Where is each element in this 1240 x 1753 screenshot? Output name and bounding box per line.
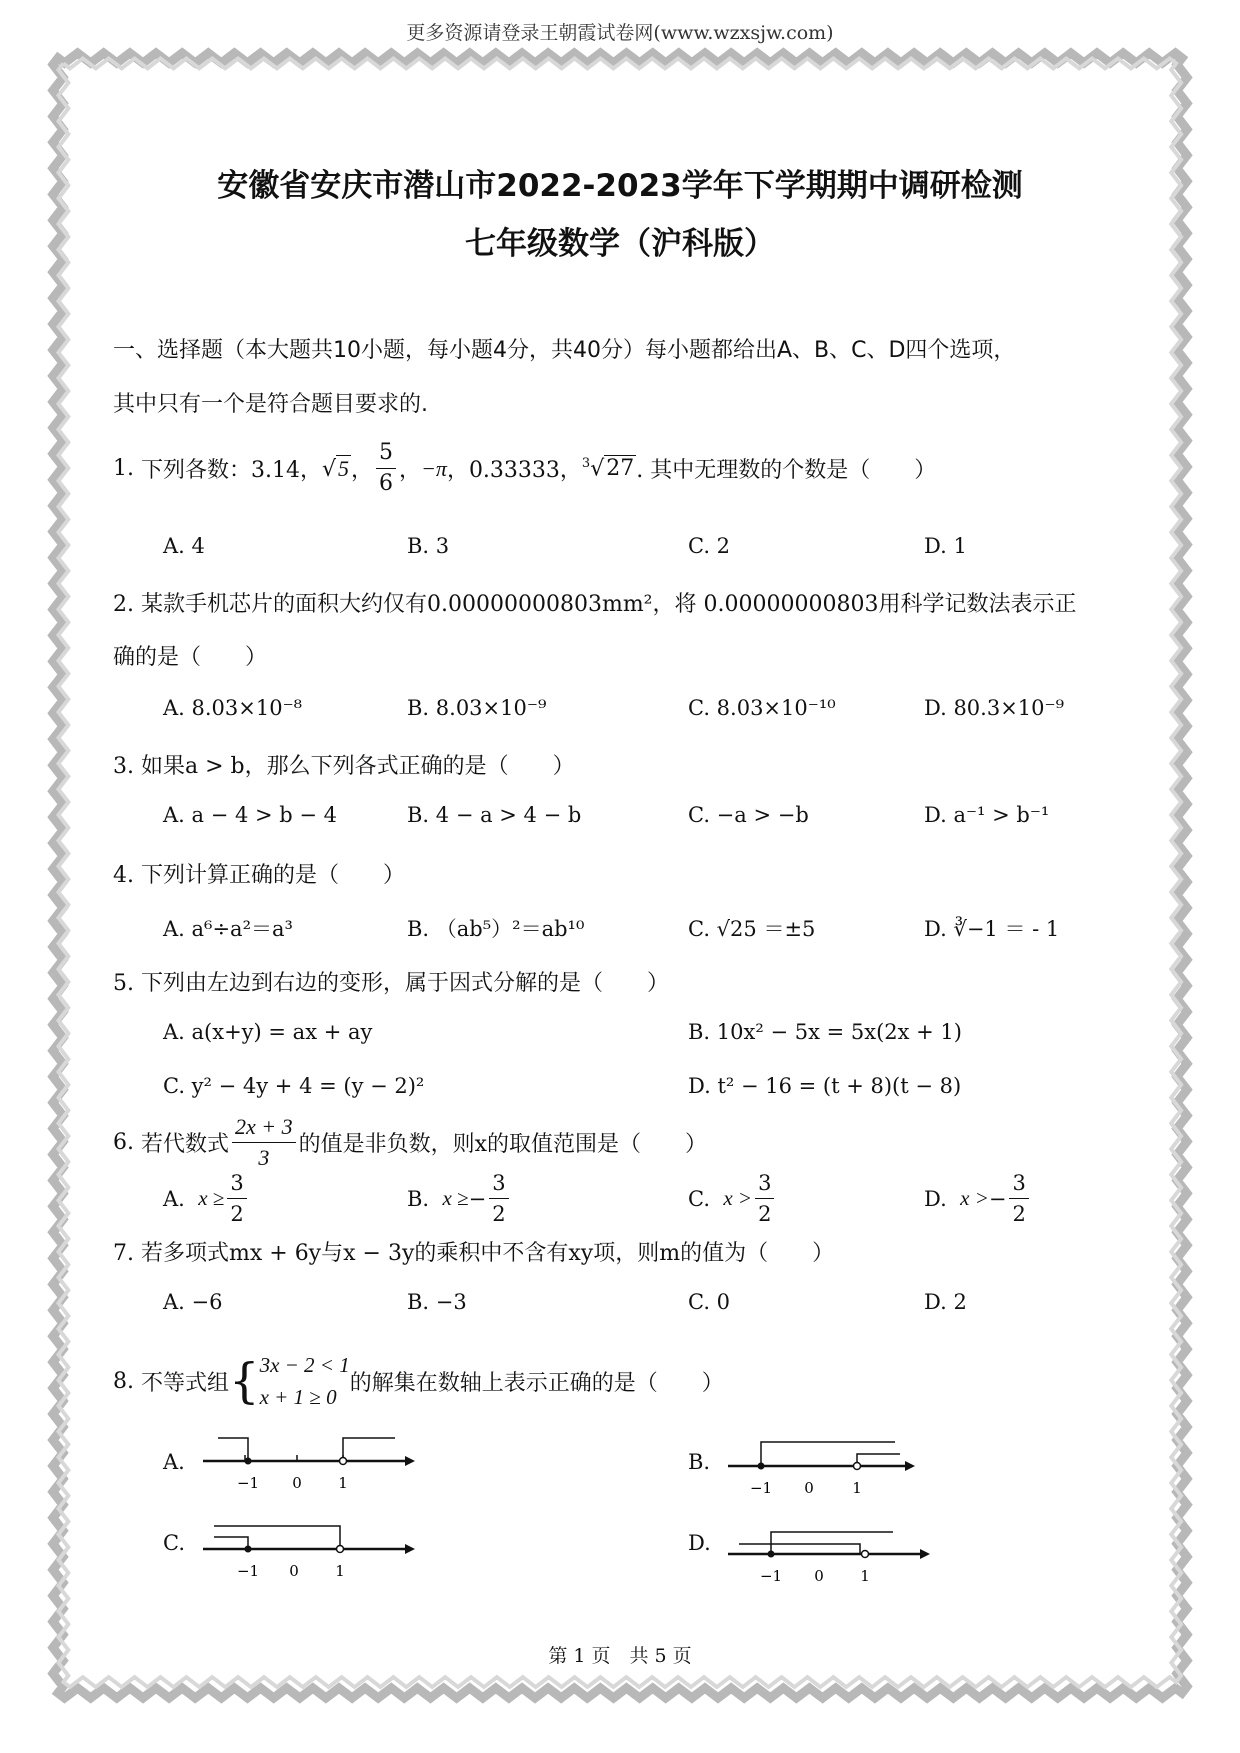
question-number: 1. [113,456,134,481]
q5-option-a[interactable]: A. a(x+y) = ax + ay [163,1020,373,1044]
tick-label: −1 [759,1567,783,1585]
q4-option-c[interactable]: C. √25 ＝±5 [688,917,816,941]
q5-option-d[interactable]: D. t² − 16 = (t + 8)(t − 8) [688,1074,962,1098]
q1-option-b[interactable]: B. 3 [407,534,450,558]
page-footer: 第 1 页 共 5 页 [548,1645,692,1667]
brace: { [229,1353,260,1409]
question-6: 6. 若代数式 $\frac{2x + 3}{3}$ 的值是非负数，则x的取值范围是（ ） [113,1112,707,1173]
question-4: 4. 下列计算正确的是（ ） [113,863,406,888]
number-line-c[interactable] [200,1510,420,1590]
q8-option-d-label[interactable]: D. [688,1531,711,1555]
q3-option-b[interactable]: B. 4 − a > 4 − b [407,803,582,827]
q5-option-c[interactable]: C. y² − 4y + 4 = (y − 2)² [163,1074,425,1098]
tick-label: −1 [749,1479,773,1497]
q2-option-c[interactable]: C. 8.03×10⁻¹⁰ [688,696,836,720]
tick-label: 1 [338,1474,348,1492]
question-8: 8. 不等式组 { 3x − 2 < 1 x + 1 ≥ 0 的解集在数轴上表示正确的是（ ） [113,1349,724,1413]
sqrt-expression: √5 [322,455,350,482]
inequality-system: 3x − 2 < 1 x + 1 ≥ 0 [259,1353,350,1409]
tick-label: 1 [852,1479,862,1497]
tick-label: −1 [236,1562,260,1580]
question-1: 1. 下列各数：3.14， √5 ， $\frac{5}{6}$ ， −π ，0.33333， $^3$√27 . 其中无理数的个数是（ ） [113,438,936,499]
q4-option-d[interactable]: D. ∛−1 ＝ - 1 [924,917,1060,941]
number-line-d[interactable] [725,1510,945,1590]
q7-option-a[interactable]: A. −6 [163,1290,223,1314]
header-note: 更多资源请登录王朝霞试卷网(www.wzxsjw.com) [406,22,834,44]
q7-option-b[interactable]: B. −3 [407,1290,467,1314]
fraction: $\frac{5}{6}$ [376,438,396,499]
question-7: 7. 若多项式mx + 6y与x − 3y的乘积中不含有xy项，则m的值为（ ） [113,1241,835,1266]
tick-label: 1 [860,1567,870,1585]
number-line-a[interactable] [200,1430,420,1510]
q8-option-c-label[interactable]: C. [163,1531,185,1555]
cbrt-expression: $^3$√27 [581,455,635,482]
q4-option-b[interactable]: B. （ab⁵）²＝ab¹⁰ [407,917,585,941]
q8-option-b-label[interactable]: B. [688,1450,711,1474]
q5-option-b[interactable]: B. 10x² − 5x = 5x(2x + 1) [688,1020,962,1044]
q2-option-b[interactable]: B. 8.03×10⁻⁹ [407,696,547,720]
q4-option-a[interactable]: A. a⁶÷a²＝a³ [163,917,293,941]
question-2: 2. 某款手机芯片的面积大约仅有0.00000000803mm²，将 0.00000000803用科学记数法表示正 [113,592,1077,617]
section-heading-cont: 其中只有一个是符合题目要求的. [113,392,428,417]
q1-option-d[interactable]: D. 1 [924,534,967,558]
q6-option-a[interactable]: A. x ≥ $\frac{3}{2}$ [163,1168,250,1229]
q7-option-c[interactable]: C. 0 [688,1290,731,1314]
question-3: 3. 如果a > b，那么下列各式正确的是（ ） [113,754,575,779]
number-line-b[interactable] [725,1430,945,1510]
tick-label: 1 [335,1562,345,1580]
q6-option-b[interactable]: B. x ≥ − $\frac{3}{2}$ [407,1168,512,1229]
fraction: $\frac{2x + 3}{3}$ [232,1112,296,1173]
question-2-cont: 确的是（ ） [113,645,268,670]
tick-label: 0 [804,1479,814,1497]
q7-option-d[interactable]: D. 2 [924,1290,967,1314]
exam-subtitle: 七年级数学（沪科版） [465,226,775,262]
q3-option-c[interactable]: C. −a > −b [688,803,809,827]
q2-option-a[interactable]: A. 8.03×10⁻⁸ [163,696,303,720]
q3-option-a[interactable]: A. a − 4 > b − 4 [163,803,338,827]
tick-label: 0 [814,1567,824,1585]
section-heading: 一、选择题（本大题共10小题，每小题4分，共40分）每小题都给出A、B、C、D四个选项， [113,338,1016,363]
q8-option-a-label[interactable]: A. [163,1450,185,1474]
q3-option-d[interactable]: D. a⁻¹ > b⁻¹ [924,803,1050,827]
q1-option-a[interactable]: A. 4 [163,534,205,558]
tick-label: 0 [292,1474,302,1492]
exam-title: 安徽省安庆市潜山市2022-2023学年下学期期中调研检测 [217,168,1023,204]
q2-option-d[interactable]: D. 80.3×10⁻⁹ [924,696,1065,720]
q6-option-d[interactable]: D. x > − $\frac{3}{2}$ [924,1168,1032,1229]
tick-label: −1 [236,1474,260,1492]
question-5: 5. 下列由左边到右边的变形，属于因式分解的是（ ） [113,971,670,996]
tick-label: 0 [289,1562,299,1580]
q6-option-c[interactable]: C. x > $\frac{3}{2}$ [688,1168,777,1229]
q1-option-c[interactable]: C. 2 [688,534,731,558]
